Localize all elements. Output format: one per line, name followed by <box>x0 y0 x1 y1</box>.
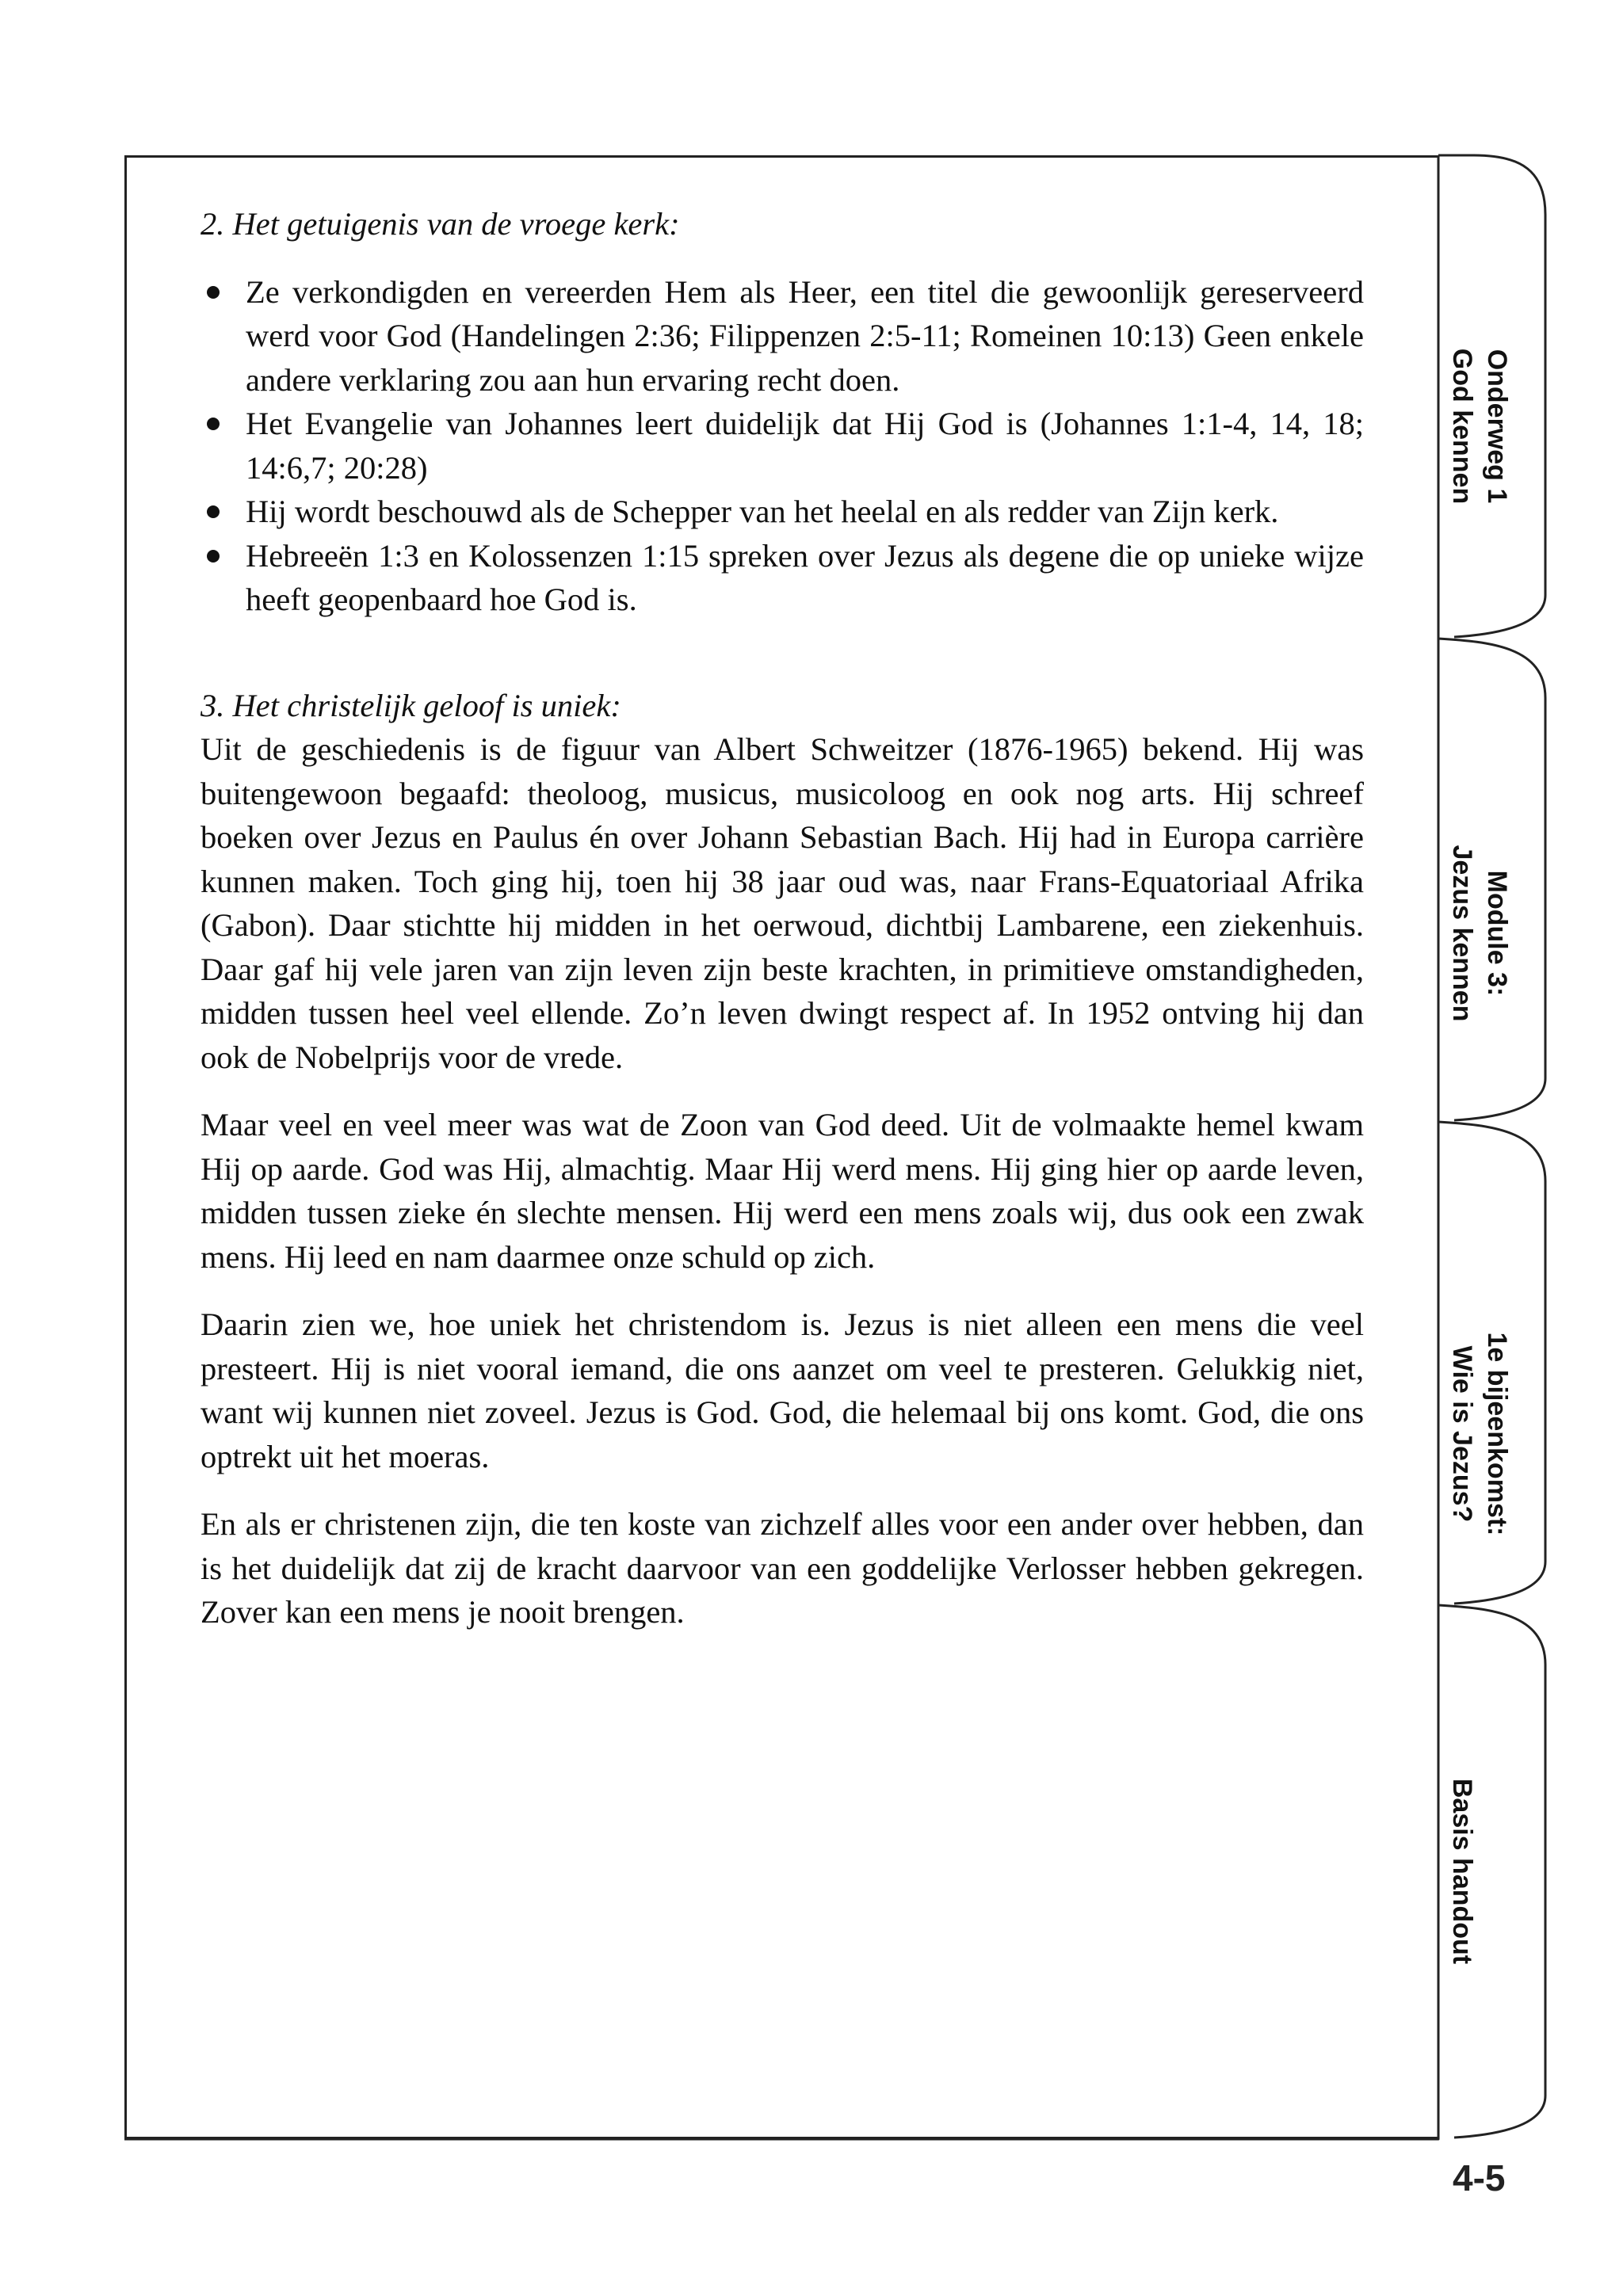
bullet-list <box>200 270 1364 622</box>
main-content <box>200 202 1364 1658</box>
bullet-dot-icon <box>207 505 220 518</box>
section-gap <box>200 622 1364 684</box>
bullet-item: Ze verkondigden en vereerden Hem als Heer, een titel die gewoonlijk gereserveerd werd voor God (Handelingen 2:36; Filippenzen 2:5-11; Romeinen 10:13) Geen enkele andere verklaring zou aan hun ervaring recht doen. <box>200 270 1364 402</box>
bullet-dot-icon <box>207 418 220 430</box>
section-heading-2: 2. Het getuigenis van de vroege kerk: <box>200 206 680 242</box>
page-number: 4-5 <box>1453 2157 1506 2199</box>
paragraph: Daarin zien we, hoe uniek het christendom is. Jezus is niet alleen een mens die veel presteert. Hij is niet vooral iemand, die ons aanzet om veel te presteren. Gelukkig niet, want wij kunnen niet zoveel. Jezus is God. God, die helemaal bij ons komt. God, die ons optrekt uit het moeras. <box>200 1306 1364 1474</box>
tab-label-module: Module 3: Jezus kennen <box>1447 845 1512 1022</box>
tab-label-onderweg: Onderweg 1 God kennen <box>1447 348 1512 505</box>
paragraph: Maar veel en veel meer was wat de Zoon van God deed. Uit de volmaakte hemel kwam Hij op aarde. God was Hij, almachtig. Maar Hij werd mens. Hij ging hier op aarde leven, midden tussen zieke én slechte mensen. Hij werd een mens zoals wij, dus ook een zwak mens. Hij leed en nam daarmee onze schuld op zich. <box>200 1107 1364 1275</box>
bullet-dot-icon <box>207 286 220 299</box>
bullet-item: Hebreeën 1:3 en Kolossenzen 1:15 spreken over Jezus als degene die op unieke wijze heeft geopenbaard hoe God is. <box>200 534 1364 622</box>
bullet-dot-icon <box>207 550 220 563</box>
paragraph: Uit de geschiedenis is de figuur van Albert Schweitzer (1876-1965) bekend. Hij was buitengewoon begaafd: theoloog, musicus, musicoloog en ook nog arts. Hij schreef boeken over Jezus en Paulus én over Johann Sebastian Bach. Hij had in Europa carrière kunnen maken. Toch ging hij, toen hij 38 jaar oud was, naar Frans-Equatoriaal Afrika (Gabon). Daar stichtte hij midden in het oerwoud, dichtbij Lambarene, een ziekenhuis. Daar gaf hij vele jaren van zijn leven zijn beste krachten, in primitieve omstandigheden, midden tussen heel veel ellende. Zo’n leven dwingt respect af. In 1952 ontving hij dan ook de Nobelprijs voor de vrede. <box>200 731 1364 1075</box>
paragraph: En als er christenen zijn, die ten koste van zichzelf alles voor een ander over hebben, dan is het duidelijk dat zij de kracht daarvoor van een goddelijke Verlosser hebben gekregen. Zover kan een mens je nooit brengen. <box>200 1506 1364 1630</box>
section-heading-3: 3. Het christelijk geloof is uniek: <box>200 687 621 723</box>
tab-label-basis-handout: Basis handout <box>1447 1778 1477 1965</box>
tab-label-bijeenkomst: 1e bijeenkomst: Wie is Jezus? <box>1447 1332 1512 1536</box>
bullet-item: Het Evangelie van Johannes leert duidelijk dat Hij God is (Johannes 1:1-4, 14, 18; 14:6,7; 20:28) <box>200 402 1364 490</box>
bullet-item: Hij wordt beschouwd als de Schepper van het heelal en als redder van Zijn kerk. <box>200 490 1364 534</box>
